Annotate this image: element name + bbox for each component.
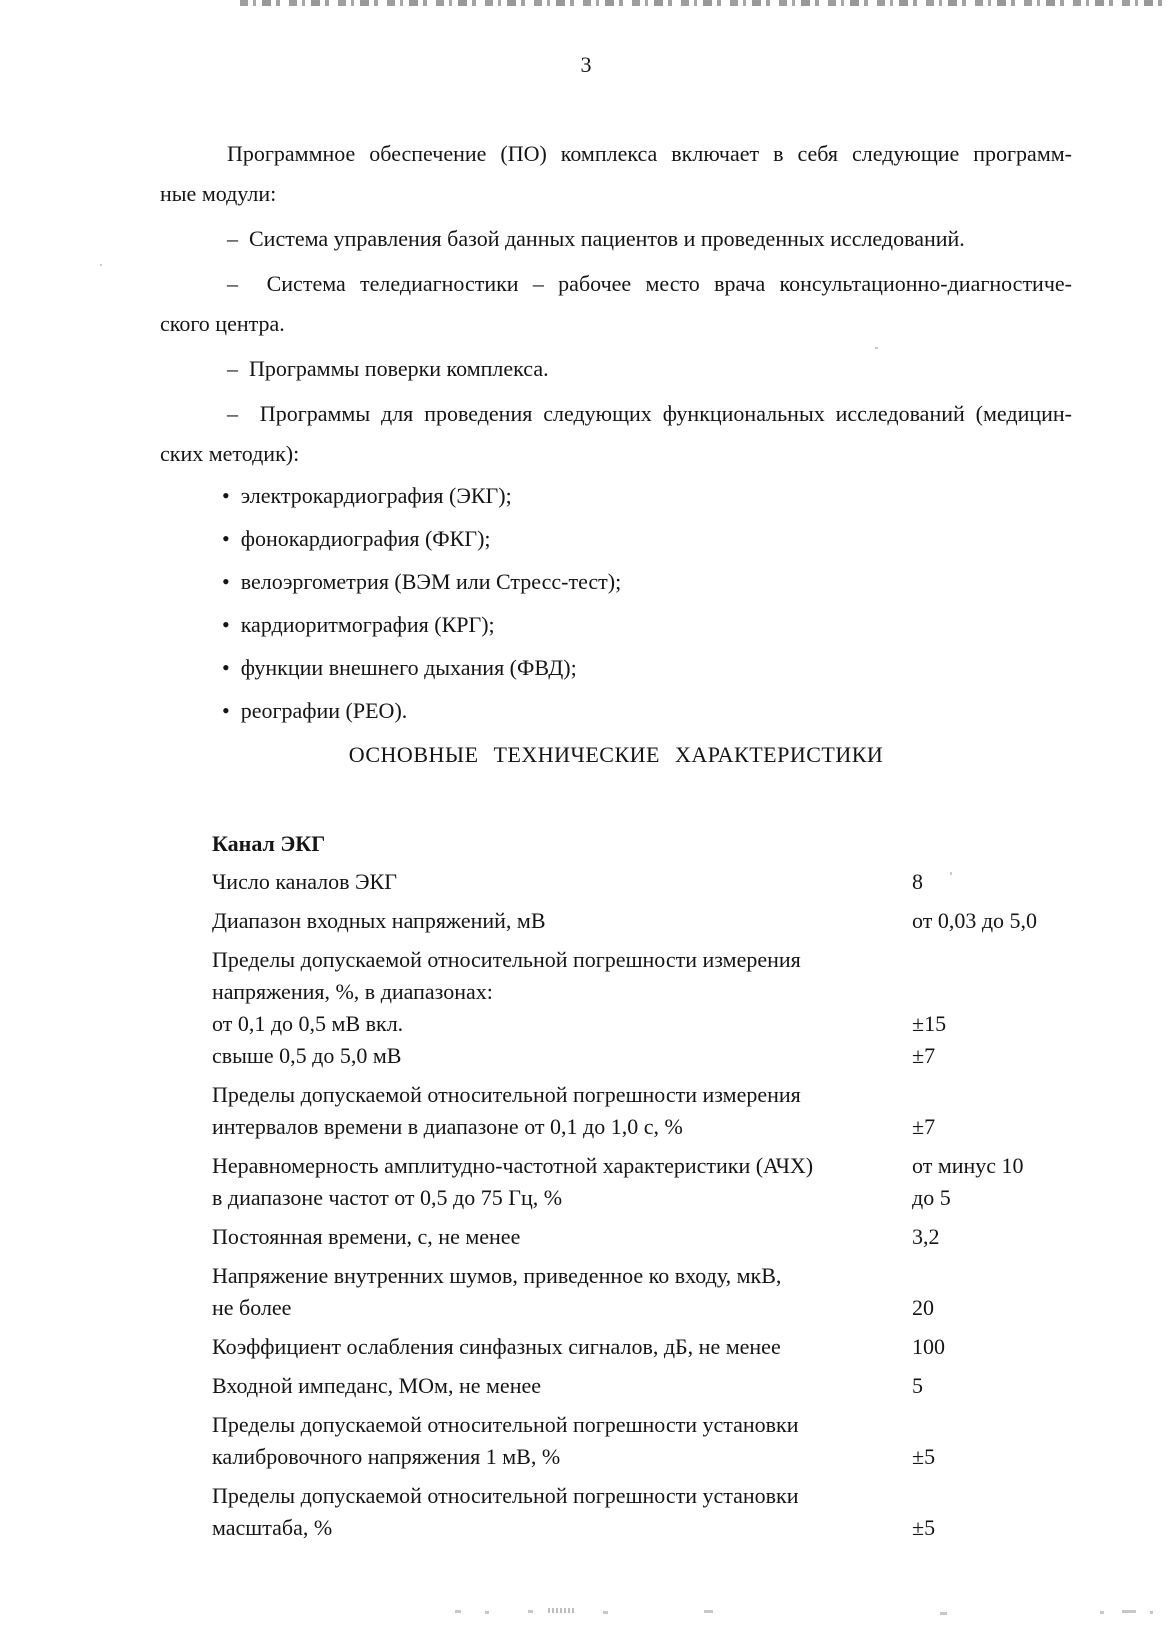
scan-speck xyxy=(940,1612,947,1615)
spec-value: ±7 xyxy=(912,1114,936,1139)
spec-row xyxy=(212,1079,1072,1111)
spec-group-title: Канал ЭКГ xyxy=(212,831,326,856)
spec-value xyxy=(912,1260,1072,1292)
spec-label: Постоянная времени, с, не менее xyxy=(212,1224,521,1249)
spec-label: Неравномерность амплитудно-частотной характеристики (АЧХ) xyxy=(212,1153,814,1178)
spec-value: 5 xyxy=(912,1373,923,1398)
spec-label: не более xyxy=(212,1295,292,1320)
module-list xyxy=(160,219,1072,474)
dash-list-item xyxy=(160,219,1072,259)
spec-entry xyxy=(212,866,1072,898)
bullet-list-item: • кардиоритмография (КРГ); xyxy=(222,612,495,637)
spec-table xyxy=(160,828,1072,1544)
spec-row xyxy=(212,944,1072,976)
scan-speck xyxy=(704,1610,713,1613)
spec-label: Диапазон входных напряжений, мВ xyxy=(212,908,546,933)
bullet-list-item: • реографии (РЕО). xyxy=(222,698,408,723)
paragraph-line: ные модули: xyxy=(160,181,277,206)
scan-speck xyxy=(100,264,102,266)
dash-item-line: ских методик): xyxy=(160,441,300,466)
spec-value: 3,2 xyxy=(912,1224,940,1249)
spec-label: Пределы допускаемой относительной погрешности установки xyxy=(212,1412,799,1437)
page-number: 3 xyxy=(580,52,592,77)
document-content xyxy=(160,0,1072,1551)
spec-entry xyxy=(212,1150,1072,1214)
dash-list-item xyxy=(160,394,1072,474)
spec-entries xyxy=(212,866,1072,1544)
spec-row xyxy=(212,1480,1072,1512)
spec-label: напряжения, %, в диапазонах: xyxy=(212,979,493,1004)
spec-entry xyxy=(212,1480,1072,1544)
spec-label: Коэффициент ослабления синфазных сигналов, дБ, не менее xyxy=(212,1334,781,1359)
spec-value: до 5 xyxy=(912,1185,951,1210)
bullet-list-item: • электрокардиография (ЭКГ); xyxy=(222,483,512,508)
spec-label: Пределы допускаемой относительной погрешности измерения xyxy=(212,1082,801,1107)
spec-value: 100 xyxy=(912,1334,945,1359)
dash-item-line: – Программы для проведения следующих функциональных исследований (медицин- xyxy=(227,401,1072,426)
paragraph-line: Программное обеспечение (ПО) комплекса включает в себя следующие программ- xyxy=(227,141,1072,166)
scan-speck xyxy=(528,1610,533,1613)
spec-value: ±5 xyxy=(912,1515,936,1540)
spec-entry xyxy=(212,944,1072,1072)
spec-entry xyxy=(212,1409,1072,1473)
scan-speck xyxy=(455,1610,461,1613)
spec-row xyxy=(212,1409,1072,1441)
spec-row xyxy=(212,1150,1072,1182)
dash-item-line: – Программы поверки комплекса. xyxy=(227,356,549,381)
scan-speck xyxy=(1150,1611,1153,1614)
spec-value: ±7 xyxy=(912,1043,936,1068)
spec-label: калибровочного напряжения 1 мВ, % xyxy=(212,1444,561,1469)
spec-row xyxy=(212,905,1072,937)
section-heading: ОСНОВНЫЕ ТЕХНИЧЕСКИЕ ХАРАКТЕРИСТИКИ xyxy=(348,742,884,767)
spec-label: от 0,1 до 0,5 мВ вкл. xyxy=(212,1011,404,1036)
intro-paragraph xyxy=(160,134,1072,214)
spec-row xyxy=(212,976,1072,1008)
spec-value: от 0,03 до 5,0 xyxy=(912,908,1038,933)
spec-value xyxy=(912,1480,1072,1512)
spec-value xyxy=(912,944,1072,976)
scan-speck xyxy=(603,1611,608,1614)
scan-speck xyxy=(1122,1610,1136,1613)
spec-entry xyxy=(212,905,1072,937)
spec-row xyxy=(212,1512,1072,1544)
spec-row xyxy=(212,1441,1072,1473)
spec-label: в диапазоне частот от 0,5 до 75 Гц, % xyxy=(212,1185,563,1210)
dash-item-line: – Система теледиагностики – рабочее место врача консультационно-диагностиче- xyxy=(227,271,1072,296)
spec-value xyxy=(912,1079,1072,1111)
spec-entry xyxy=(212,1079,1072,1143)
spec-row xyxy=(212,1221,1072,1253)
spec-label: Входной импеданс, МОм, не менее xyxy=(212,1373,541,1398)
dash-list-item xyxy=(160,349,1072,389)
spec-label: Пределы допускаемой относительной погрешности измерения xyxy=(212,947,801,972)
spec-row xyxy=(212,866,1072,898)
spec-row xyxy=(212,1008,1072,1040)
spec-value: ±5 xyxy=(912,1444,936,1469)
scan-speck xyxy=(950,872,952,875)
spec-entry xyxy=(212,1331,1072,1363)
scan-speck xyxy=(548,1608,576,1613)
spec-entry xyxy=(212,1260,1072,1324)
spec-label: Напряжение внутренних шумов, приведенное ко входу, мкВ, xyxy=(212,1263,782,1288)
spec-value xyxy=(912,976,1072,1008)
spec-label: свыше 0,5 до 5,0 мВ xyxy=(212,1043,402,1068)
bullet-list-item: • велоэргометрия (ВЭМ или Стресс-тест); xyxy=(222,569,622,594)
spec-row xyxy=(212,1111,1072,1143)
spec-label: Число каналов ЭКГ xyxy=(212,869,397,894)
spec-value: от минус 10 xyxy=(912,1153,1024,1178)
spec-value: ±15 xyxy=(912,1011,947,1036)
spec-label: Пределы допускаемой относительной погрешности установки xyxy=(212,1483,799,1508)
scan-speck xyxy=(875,347,878,349)
bullet-list-item: • функции внешнего дыхания (ФВД); xyxy=(222,655,577,680)
spec-row xyxy=(212,1260,1072,1292)
dash-list-item xyxy=(160,264,1072,344)
spec-row xyxy=(212,1182,1072,1214)
spec-label: масштаба, % xyxy=(212,1515,333,1540)
spec-value: 8 xyxy=(912,869,923,894)
spec-entry xyxy=(212,1221,1072,1253)
spec-value xyxy=(912,1409,1072,1441)
scan-speck xyxy=(1100,1611,1104,1614)
spec-row xyxy=(212,1370,1072,1402)
spec-value: 20 xyxy=(912,1295,934,1320)
bullet-list-item: • фонокардиография (ФКГ); xyxy=(222,526,491,551)
spec-label: интервалов времени в диапазоне от 0,1 до 1,0 с, % xyxy=(212,1114,683,1139)
study-type-list xyxy=(160,474,1072,732)
spec-row xyxy=(212,1331,1072,1363)
dash-item-line: ского центра. xyxy=(160,311,285,336)
dash-item-line: – Система управления базой данных пациентов и проведенных исследований. xyxy=(227,226,965,251)
spec-row xyxy=(212,1292,1072,1324)
spec-entry xyxy=(212,1370,1072,1402)
spec-row xyxy=(212,1040,1072,1072)
scan-speck xyxy=(485,1611,489,1614)
